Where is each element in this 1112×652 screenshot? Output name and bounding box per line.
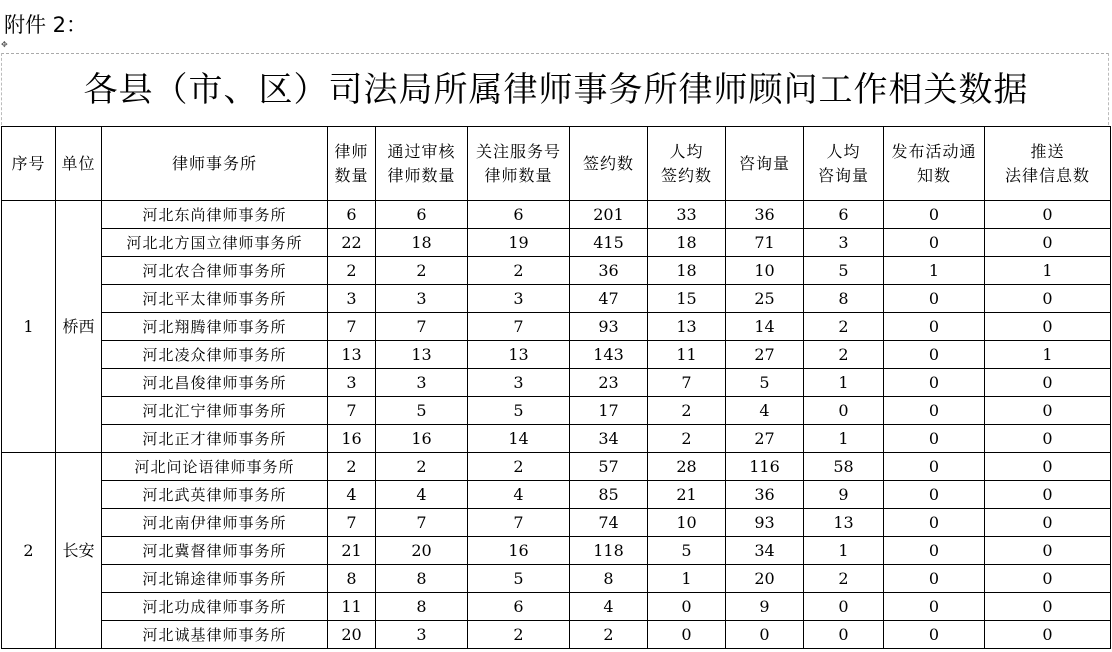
column-header: 咨询量 <box>726 127 804 201</box>
value-cell: 0 <box>648 593 726 621</box>
value-cell: 0 <box>726 621 804 649</box>
value-cell: 0 <box>884 593 985 621</box>
lawyer-data-table <box>1 126 1111 649</box>
value-cell: 15 <box>648 285 726 313</box>
value-cell: 2 <box>468 257 570 285</box>
value-cell: 16 <box>376 425 468 453</box>
column-header: 人均 咨询量 <box>804 127 884 201</box>
seq-cell: 1 <box>2 201 56 453</box>
value-cell: 2 <box>468 621 570 649</box>
value-cell: 1 <box>804 425 884 453</box>
firm-name-cell: 河北农合律师事务所 <box>102 257 328 285</box>
value-cell: 0 <box>884 201 985 229</box>
value-cell: 74 <box>570 509 648 537</box>
value-cell: 2 <box>804 341 884 369</box>
value-cell: 11 <box>648 341 726 369</box>
firm-name-cell: 河北翔腾律师事务所 <box>102 313 328 341</box>
value-cell: 13 <box>648 313 726 341</box>
value-cell: 36 <box>570 257 648 285</box>
table-row <box>2 425 1111 453</box>
firm-name-cell: 河北平太律师事务所 <box>102 285 328 313</box>
value-cell: 7 <box>468 509 570 537</box>
value-cell: 2 <box>804 313 884 341</box>
value-cell: 1 <box>648 565 726 593</box>
value-cell: 14 <box>468 425 570 453</box>
value-cell: 0 <box>884 285 985 313</box>
value-cell: 14 <box>726 313 804 341</box>
value-cell: 7 <box>376 509 468 537</box>
firm-name-cell: 河北南伊律师事务所 <box>102 509 328 537</box>
column-header: 律师 数量 <box>328 127 376 201</box>
firm-name-cell: 河北问论语律师事务所 <box>102 453 328 481</box>
value-cell: 0 <box>985 201 1111 229</box>
anchor-icon: ✥ <box>1 40 8 49</box>
value-cell: 0 <box>985 397 1111 425</box>
value-cell: 7 <box>468 313 570 341</box>
value-cell: 17 <box>570 397 648 425</box>
document-title: 各县（市、区）司法局所属律师事务所律师顾问工作相关数据 <box>83 70 1029 110</box>
value-cell: 0 <box>985 593 1111 621</box>
table-row <box>2 341 1111 369</box>
seq-cell: 2 <box>2 453 56 649</box>
value-cell: 22 <box>328 229 376 257</box>
value-cell: 0 <box>804 593 884 621</box>
value-cell: 3 <box>468 369 570 397</box>
value-cell: 19 <box>468 229 570 257</box>
firm-name-cell: 河北冀督律师事务所 <box>102 537 328 565</box>
table-row <box>2 229 1111 257</box>
value-cell: 2 <box>804 565 884 593</box>
firm-name-cell: 河北锦途律师事务所 <box>102 565 328 593</box>
column-header: 发布活动通 知数 <box>884 127 985 201</box>
value-cell: 13 <box>468 341 570 369</box>
value-cell: 0 <box>985 537 1111 565</box>
table-row <box>2 481 1111 509</box>
table-row <box>2 285 1111 313</box>
column-header: 通过审核 律师数量 <box>376 127 468 201</box>
value-cell: 415 <box>570 229 648 257</box>
value-cell: 3 <box>376 285 468 313</box>
value-cell: 4 <box>468 481 570 509</box>
value-cell: 36 <box>726 481 804 509</box>
value-cell: 2 <box>376 453 468 481</box>
table-row <box>2 453 1111 481</box>
value-cell: 0 <box>884 481 985 509</box>
table-row <box>2 565 1111 593</box>
value-cell: 3 <box>804 229 884 257</box>
column-header: 关注服务号 律师数量 <box>468 127 570 201</box>
value-cell: 0 <box>884 453 985 481</box>
value-cell: 2 <box>468 453 570 481</box>
value-cell: 58 <box>804 453 884 481</box>
value-cell: 3 <box>468 285 570 313</box>
value-cell: 0 <box>884 369 985 397</box>
firm-name-cell: 河北正才律师事务所 <box>102 425 328 453</box>
value-cell: 9 <box>804 481 884 509</box>
value-cell: 0 <box>985 565 1111 593</box>
value-cell: 0 <box>985 425 1111 453</box>
value-cell: 3 <box>328 369 376 397</box>
value-cell: 0 <box>985 369 1111 397</box>
value-cell: 18 <box>648 229 726 257</box>
attachment-label: 附件 2： <box>4 13 88 37</box>
value-cell: 2 <box>648 425 726 453</box>
value-cell: 3 <box>376 621 468 649</box>
value-cell: 20 <box>328 621 376 649</box>
value-cell: 116 <box>726 453 804 481</box>
table-row <box>2 313 1111 341</box>
unit-cell: 长安 <box>56 453 102 649</box>
value-cell: 0 <box>804 621 884 649</box>
value-cell: 34 <box>726 537 804 565</box>
table-row <box>2 509 1111 537</box>
value-cell: 0 <box>985 481 1111 509</box>
value-cell: 5 <box>468 397 570 425</box>
column-header: 推送 法律信息数 <box>985 127 1111 201</box>
value-cell: 13 <box>804 509 884 537</box>
value-cell: 71 <box>726 229 804 257</box>
value-cell: 6 <box>376 201 468 229</box>
value-cell: 1 <box>985 257 1111 285</box>
value-cell: 8 <box>804 285 884 313</box>
value-cell: 6 <box>804 201 884 229</box>
value-cell: 18 <box>376 229 468 257</box>
value-cell: 18 <box>648 257 726 285</box>
value-cell: 8 <box>376 593 468 621</box>
value-cell: 0 <box>985 621 1111 649</box>
value-cell: 5 <box>726 369 804 397</box>
value-cell: 11 <box>328 593 376 621</box>
value-cell: 2 <box>570 621 648 649</box>
column-header: 人均 签约数 <box>648 127 726 201</box>
value-cell: 1 <box>884 257 985 285</box>
value-cell: 0 <box>884 565 985 593</box>
value-cell: 0 <box>884 229 985 257</box>
value-cell: 5 <box>468 565 570 593</box>
value-cell: 16 <box>328 425 376 453</box>
value-cell: 33 <box>648 201 726 229</box>
value-cell: 23 <box>570 369 648 397</box>
firm-name-cell: 河北功成律师事务所 <box>102 593 328 621</box>
value-cell: 16 <box>468 537 570 565</box>
unit-cell: 桥西 <box>56 201 102 453</box>
firm-name-cell: 河北诚基律师事务所 <box>102 621 328 649</box>
value-cell: 57 <box>570 453 648 481</box>
firm-name-cell: 河北武英律师事务所 <box>102 481 328 509</box>
value-cell: 8 <box>328 565 376 593</box>
firm-name-cell: 河北东尚律师事务所 <box>102 201 328 229</box>
value-cell: 1 <box>804 537 884 565</box>
value-cell: 7 <box>648 369 726 397</box>
value-cell: 28 <box>648 453 726 481</box>
value-cell: 47 <box>570 285 648 313</box>
value-cell: 7 <box>328 509 376 537</box>
value-cell: 0 <box>884 397 985 425</box>
value-cell: 5 <box>376 397 468 425</box>
value-cell: 0 <box>804 397 884 425</box>
table-row <box>2 257 1111 285</box>
value-cell: 118 <box>570 537 648 565</box>
value-cell: 9 <box>726 593 804 621</box>
value-cell: 0 <box>884 341 985 369</box>
value-cell: 2 <box>328 453 376 481</box>
table-row <box>2 621 1111 649</box>
value-cell: 10 <box>726 257 804 285</box>
value-cell: 93 <box>570 313 648 341</box>
value-cell: 1 <box>985 341 1111 369</box>
value-cell: 8 <box>570 565 648 593</box>
column-header: 序号 <box>2 127 56 201</box>
value-cell: 8 <box>376 565 468 593</box>
firm-name-cell: 河北昌俊律师事务所 <box>102 369 328 397</box>
value-cell: 3 <box>328 285 376 313</box>
value-cell: 6 <box>468 593 570 621</box>
value-cell: 7 <box>328 397 376 425</box>
value-cell: 20 <box>726 565 804 593</box>
value-cell: 27 <box>726 341 804 369</box>
value-cell: 21 <box>328 537 376 565</box>
value-cell: 5 <box>804 257 884 285</box>
header-row <box>2 127 1111 201</box>
value-cell: 85 <box>570 481 648 509</box>
column-header: 签约数 <box>570 127 648 201</box>
firm-name-cell: 河北汇宁律师事务所 <box>102 397 328 425</box>
table-row <box>2 593 1111 621</box>
value-cell: 34 <box>570 425 648 453</box>
value-cell: 27 <box>726 425 804 453</box>
column-header: 单位 <box>56 127 102 201</box>
value-cell: 2 <box>376 257 468 285</box>
table-row <box>2 537 1111 565</box>
value-cell: 25 <box>726 285 804 313</box>
value-cell: 7 <box>328 313 376 341</box>
value-cell: 6 <box>328 201 376 229</box>
value-cell: 36 <box>726 201 804 229</box>
value-cell: 0 <box>884 313 985 341</box>
value-cell: 0 <box>985 229 1111 257</box>
value-cell: 21 <box>648 481 726 509</box>
table-row <box>2 397 1111 425</box>
value-cell: 0 <box>884 537 985 565</box>
value-cell: 13 <box>376 341 468 369</box>
value-cell: 0 <box>884 509 985 537</box>
value-cell: 0 <box>985 285 1111 313</box>
value-cell: 4 <box>328 481 376 509</box>
value-cell: 4 <box>570 593 648 621</box>
firm-name-cell: 河北北方国立律师事务所 <box>102 229 328 257</box>
value-cell: 201 <box>570 201 648 229</box>
firm-name-cell: 河北凌众律师事务所 <box>102 341 328 369</box>
column-header: 律师事务所 <box>102 127 328 201</box>
value-cell: 0 <box>985 509 1111 537</box>
value-cell: 2 <box>328 257 376 285</box>
value-cell: 0 <box>648 621 726 649</box>
value-cell: 0 <box>985 313 1111 341</box>
value-cell: 0 <box>884 621 985 649</box>
value-cell: 143 <box>570 341 648 369</box>
value-cell: 4 <box>726 397 804 425</box>
value-cell: 93 <box>726 509 804 537</box>
value-cell: 0 <box>884 425 985 453</box>
value-cell: 2 <box>648 397 726 425</box>
value-cell: 0 <box>985 453 1111 481</box>
value-cell: 5 <box>648 537 726 565</box>
value-cell: 13 <box>328 341 376 369</box>
value-cell: 4 <box>376 481 468 509</box>
value-cell: 1 <box>804 369 884 397</box>
value-cell: 7 <box>376 313 468 341</box>
value-cell: 20 <box>376 537 468 565</box>
table-row <box>2 201 1111 229</box>
value-cell: 6 <box>468 201 570 229</box>
value-cell: 3 <box>376 369 468 397</box>
table-row <box>2 369 1111 397</box>
value-cell: 10 <box>648 509 726 537</box>
